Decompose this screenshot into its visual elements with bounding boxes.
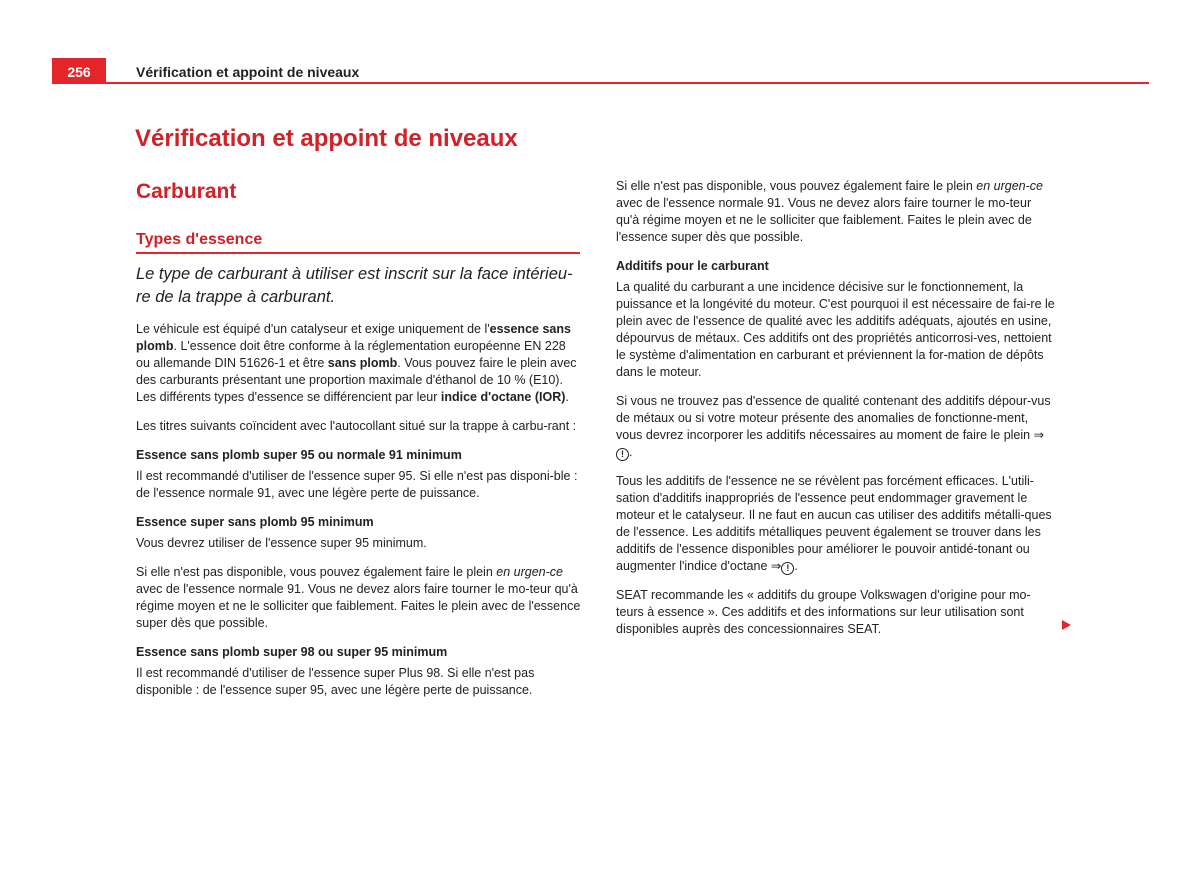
paragraph-emergency <box>136 564 581 632</box>
text-run: . <box>629 445 633 459</box>
section-heading: Carburant <box>136 180 237 203</box>
paragraph-additives-efficacy <box>616 473 1056 575</box>
text-run: Si vous ne trouvez pas d'essence de qualité contenant des additifs dépour-vus de métaux ou si votre moteur présente des anomalies de fonctionne-ment, vous devrez incorporer les additifs nécessaires au moment de faire le plein ⇒ <box>616 394 1051 442</box>
paragraph-95-91: Il est recommandé d'utiliser de l'essence super 95. Si elle n'est pas disponi-ble : de l'essence normale 91, avec une légère perte de puissance. <box>136 469 578 500</box>
warning-circle-icon[interactable]: ! <box>781 562 794 575</box>
lead-paragraph: Le type de carburant à utiliser est inscrit sur la face intérieu-re de la trappe à carburant. <box>136 265 573 306</box>
fuel-heading-98-95: Essence sans plomb super 98 ou super 95 minimum <box>136 645 448 659</box>
text-run: Si elle n'est pas disponible, vous pouvez également faire le plein <box>616 179 977 193</box>
warning-circle-icon[interactable]: ! <box>616 448 629 461</box>
paragraph-95: Vous devrez utiliser de l'essence super 95 minimum. <box>136 536 427 550</box>
fuel-heading-95: Essence super sans plomb 95 minimum <box>136 515 374 529</box>
right-column <box>616 178 1056 638</box>
paragraph-emergency-right <box>616 178 1056 246</box>
paragraph-seat-recommendation: SEAT recommande les « additifs du groupe Volkswagen d'origine pour mo-teurs à essence ». Ces additifs et des informations sur leur utilisation sont disponibles auprès des concessionnaires SEAT. <box>616 588 1031 636</box>
paragraph-catalyst <box>136 321 581 406</box>
text-run: Le véhicule est équipé d'un catalyseur et exige uniquement de l' <box>136 322 490 336</box>
italic-text: en urgen-ce <box>976 179 1043 193</box>
bold-text: essence sans plomb <box>136 322 571 353</box>
text-run: . L'essence doit être conforme à la réglementation européenne EN 228 ou allemande DIN 51626-1 et être <box>136 339 566 370</box>
bold-text: indice d'octane (IOR) <box>440 390 566 404</box>
subsection-rule <box>136 252 580 254</box>
text-run: . Vous pouvez faire le plein avec des carburants présentant une proportion maximale d'éthanol de 10 % (E10). Les différents types d'essence se différencient par leur <box>136 356 577 404</box>
text-run: . <box>565 390 569 404</box>
continue-arrow-icon[interactable] <box>1062 620 1071 630</box>
text-run: Si elle n'est pas disponible, vous pouvez également faire le plein <box>136 565 497 579</box>
paragraph-98-95: Il est recommandé d'utiliser de l'essence super Plus 98. Si elle n'est pas disponible : de l'essence super 95, avec une légère perte de puissance. <box>136 666 535 697</box>
paragraph-additives-missing <box>616 393 1056 461</box>
subsection-heading: Types d'essence <box>136 231 263 248</box>
left-column <box>136 321 581 699</box>
text-run: avec de l'essence normale 91. Vous ne devez alors faire tourner le mo-teur qu'à régime moyen et ne le solliciter que faiblement. Faites le plein avec de l'essence super dès que possible. <box>616 196 1032 244</box>
text-run: . <box>794 559 798 573</box>
page-title: Vérification et appoint de niveaux <box>135 125 518 152</box>
text-run: Tous les additifs de l'essence ne se révèlent pas forcément efficaces. L'utili-sation d'additifs inappropriés de l'essence peut endommager gravement le moteur et le catalyseur. Il ne faut en aucun cas utiliser des additifs métalli-ques de l'essence. Les additifs métalliques peuvent également se trouver dans les additifs de l'essence disponibles pour améliorer le pouvoir antidé-tonant ou augmenter l'indice d'octane ⇒ <box>616 474 1052 573</box>
bold-text: sans plomb <box>327 356 398 370</box>
paragraph-additives-quality: La qualité du carburant a une incidence décisive sur le fonctionnement, la puissance et la longévité du moteur. C'est pourquoi il est nécessaire de fai-re le plein avec de l'essence de qualité avec les additifs adéquats, ajoutés en usine, dépourvus de métaux. Ces additifs ont des propriétés anticorrosi-ves, nettoient le système d'alimentation en carburant et préviennent la for-mation de dépôts dans le moteur. <box>616 280 1055 379</box>
page-number: 256 <box>52 58 106 84</box>
italic-text: en urgen-ce <box>496 565 563 579</box>
running-title: Vérification et appoint de niveaux <box>136 64 360 80</box>
text-run: avec de l'essence normale 91. Vous ne devez alors faire tourner le mo-teur qu'à régime moyen et ne le solliciter que faiblement. Faites le plein avec de l'essence super dès que possible. <box>136 582 581 630</box>
fuel-heading-95-91: Essence sans plomb super 95 ou normale 91 minimum <box>136 448 462 462</box>
header-rule <box>52 82 1149 84</box>
additives-heading: Additifs pour le carburant <box>616 259 769 273</box>
paragraph-labels: Les titres suivants coïncident avec l'autocollant situé sur la trappe à carbu-rant : <box>136 419 577 433</box>
